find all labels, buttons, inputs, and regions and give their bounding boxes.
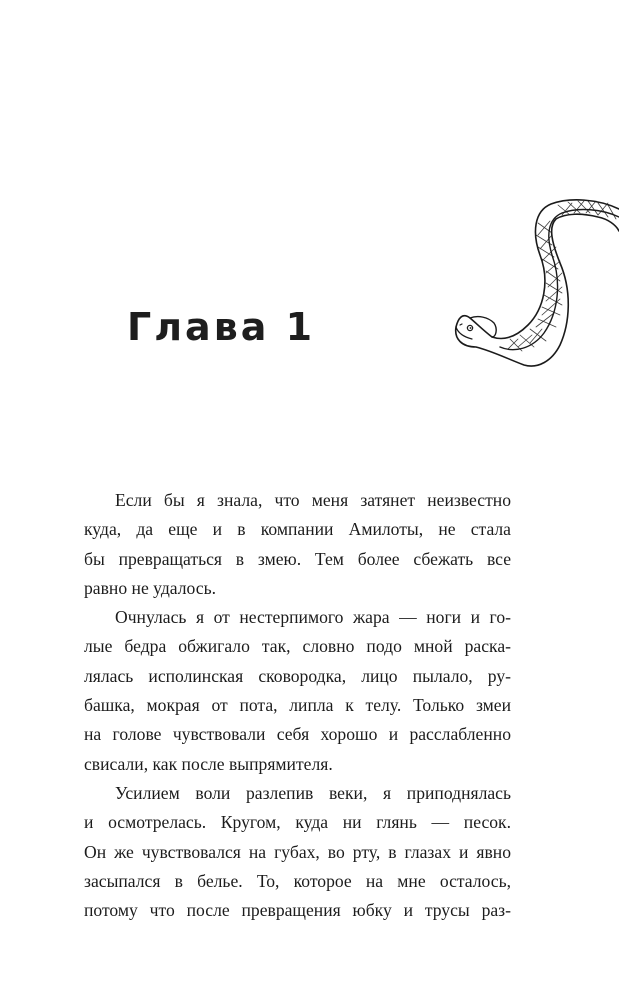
text-line: куда, да еще и в компании Амилоты, не стала	[84, 519, 511, 540]
text-line: засыпался в белье. То, которое на мне осталось,	[84, 870, 511, 891]
chapter-title: Глава 1	[127, 305, 316, 349]
text-line: башка, мокрая от пота, липла к телу. Только змеи	[84, 695, 511, 716]
text-line: и осмотрелась. Кругом, куда ни глянь — песок.	[84, 812, 511, 833]
text-line: лялась исполинская сковородка, лицо пылало, ру-	[84, 665, 511, 686]
text-line: равно не удалось.	[84, 577, 216, 598]
text-line: на голове чувствовали себя хорошо и расслабленно	[84, 724, 511, 745]
text-line: лые бедра обжигало так, словно подо мной раска-	[84, 636, 511, 657]
body-text	[84, 486, 511, 925]
text-line: Усилием воли разлепив веки, я приподнялась	[115, 782, 511, 803]
text-line: Он же чувствовался на губах, во рту, в глазах и явно	[84, 841, 511, 862]
snake-illustration	[448, 195, 619, 375]
text-line: Очнулась я от нестерпимого жара — ноги и го-	[115, 607, 511, 628]
text-line: Если бы я знала, что меня затянет неизвестно	[115, 490, 511, 510]
text-line: бы превращаться в змею. Тем более сбежать все	[84, 548, 511, 569]
text-line: свисали, как после выпрямителя.	[84, 753, 333, 774]
text-line: потому что после превращения юбку и трусы раз-	[84, 900, 511, 921]
